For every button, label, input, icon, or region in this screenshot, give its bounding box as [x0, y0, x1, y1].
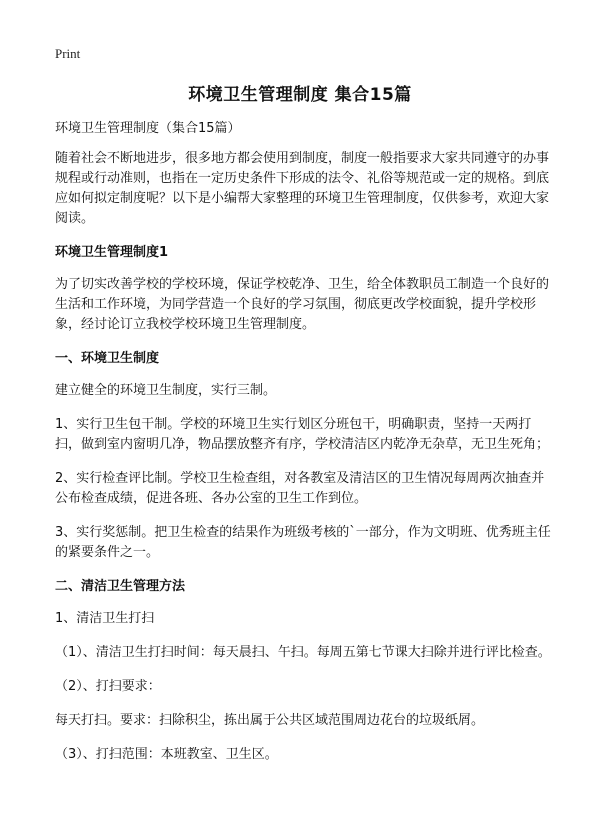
document-subtitle: 环境卫生管理制度（集合15篇）: [55, 121, 241, 136]
list-item-detail: 每天打扫。要求：扫除积尘，拣出属于公共区域范围周边花台的垃圾纸屑。: [55, 713, 485, 728]
section-paragraph: 为了切实改善学校的学校环境，保证学校乾净、卫生，给全体教职员工制造一个良好的生活和工作环境，为同学营造一个良好的学习氛围，彻底更改学校面貌，提升学校形象，经讨论订立我校学校环境卫生管理制度。: [55, 277, 550, 332]
section-heading: 环境卫生管理制度1: [55, 245, 169, 260]
part1-heading: 一、环境卫生制度: [55, 351, 160, 366]
part2-heading: 二、清洁卫生管理方法: [55, 579, 186, 594]
list-item: （2）、打扫要求：: [55, 679, 161, 694]
document-body: [55, 119, 555, 779]
list-item: 2、实行检查评比制。学校卫生检查组，对各教室及清洁区的卫生情况每周两次抽查并公布检查成绩，促进各班、各办公室的卫生工作到位。: [55, 471, 545, 506]
list-item: 3、实行奖惩制。把卫生检查的结果作为班级考核的`一部分，作为文明班、优秀班主任的紧要条件之一。: [55, 525, 551, 560]
print-link[interactable]: Print: [55, 46, 81, 61]
part2-subheading: 1、清洁卫生打扫: [55, 611, 155, 626]
list-item: （1）、清洁卫生打扫时间：每天晨扫、午扫。每周五第七节课大扫除并进行评比检查。: [55, 645, 551, 660]
list-item: 1、实行卫生包干制。学校的环境卫生实行划区分班包干，明确职责，坚持一天两打扫，做到室内窗明几净，物品摆放整齐有序，学校清洁区内乾净无杂草，无卫生死角；: [55, 417, 550, 452]
page-title: 环境卫生管理制度 集合15篇: [188, 85, 412, 105]
part1-intro: 建立健全的环境卫生制度，实行三制。: [55, 383, 277, 398]
list-item: （3）、打扫范围：本班教室、卫生区。: [55, 747, 278, 762]
intro-paragraph: 随着社会不断地进步，很多地方都会使用到制度，制度一般指要求大家共同遵守的办事规程或行动准则，也指在一定历史条件下形成的法令、礼俗等规范或一定的规格。到底应如何拟定制度呢？以下是小编帮大家整理的环境卫生管理制度，仅供参考，欢迎大家阅读。: [55, 151, 550, 226]
